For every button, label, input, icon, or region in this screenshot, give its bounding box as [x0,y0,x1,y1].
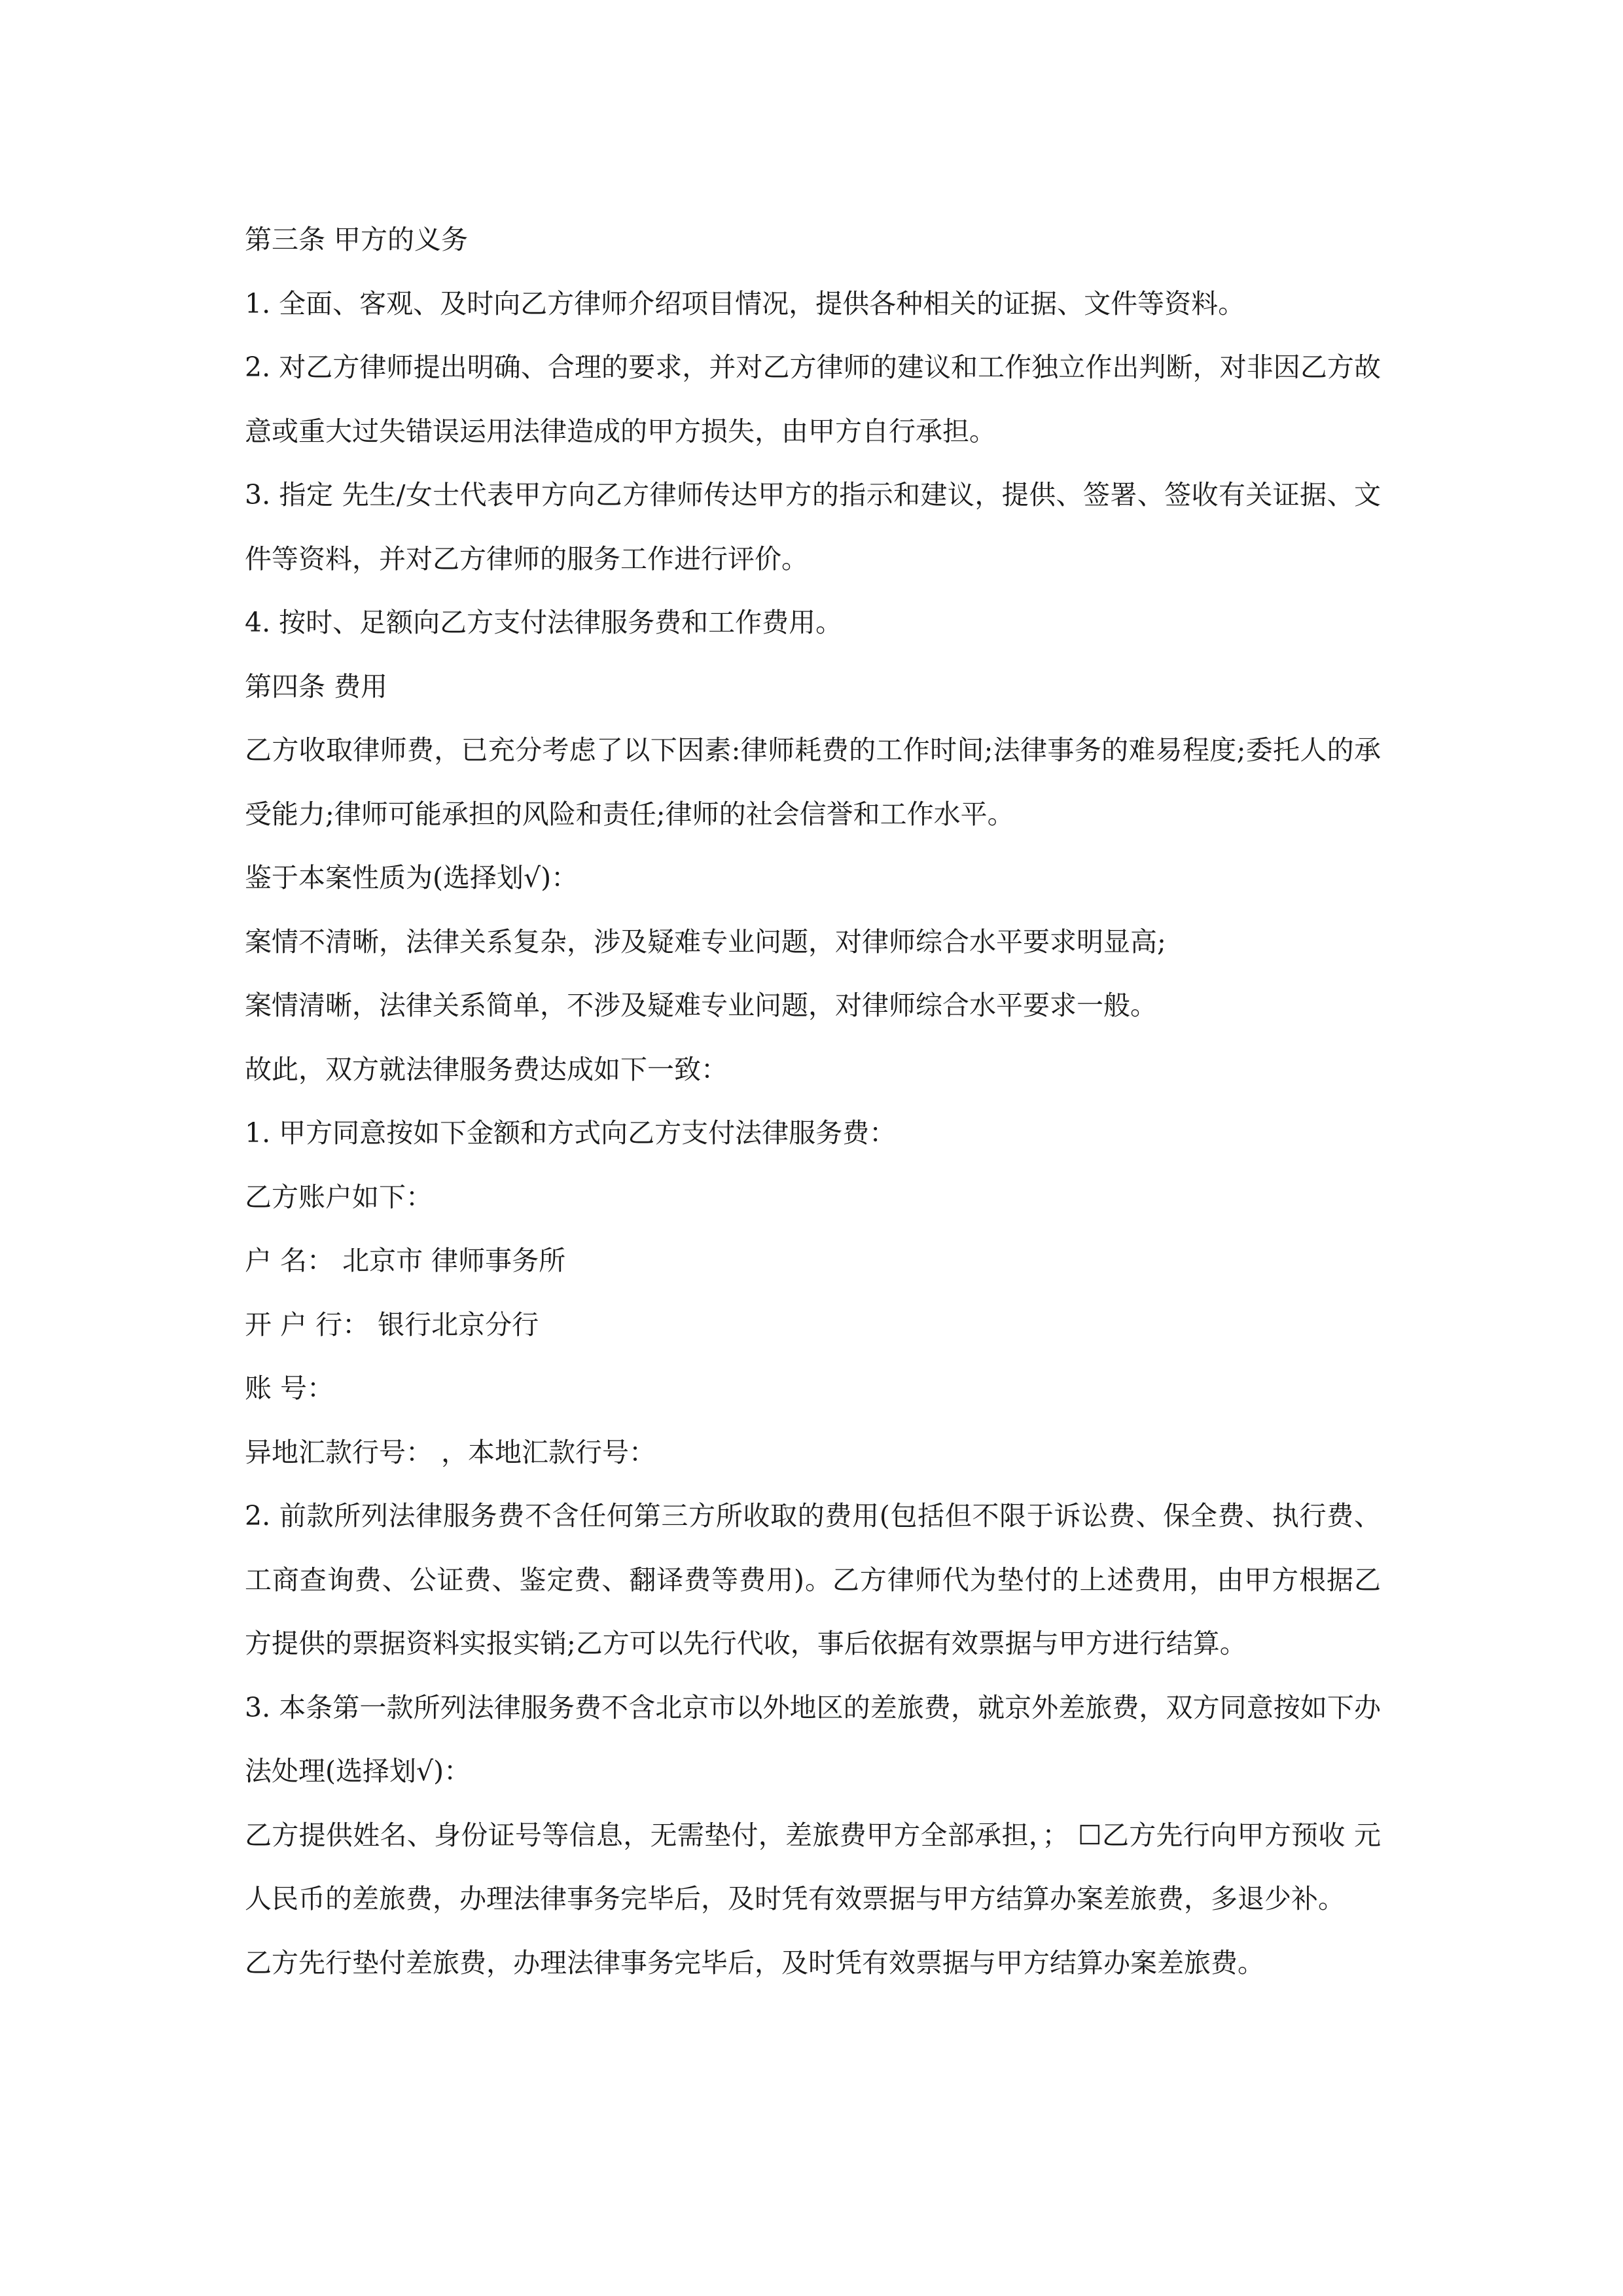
article-3-item-1: 1. 全面、客观、及时向乙方律师介绍项目情况，提供各种相关的证据、文件等资料。 [245,287,1245,319]
account-number: 账 号： [245,1372,334,1404]
article-4-travel-option-1: 乙方提供姓名、身份证号等信息，无需垫付，差旅费甲方全部承担，； ☐乙方先行向甲方预收 元人民币的差旅费，办理法律事务完毕后，及时凭有效票据与甲方结算办案差旅费，多退少补。 [245,1819,1381,1914]
article-4-fee-factors: 乙方收取律师费，已充分考虑了以下因素:律师耗费的工作时间;法律事务的难易程度;委托人的承受能力;律师可能承担的风险和责任;律师的社会信誉和工作水平。 [245,734,1381,830]
article-3-item-4: 4. 按时、足额向乙方支付法律服务费和工作费用。 [245,607,843,638]
article-3-item-2: 2. 对乙方律师提出明确、合理的要求，并对乙方律师的建议和工作独立作出判断，对非因乙方故意或重大过失错误运用法律造成的甲方损失，由甲方自行承担。 [245,351,1381,447]
article-3-heading: 第三条 甲方的义务 [245,224,469,255]
article-4-case-nature: 鉴于本案性质为(选择划√)： [245,862,579,893]
account-bank: 开 户 行： 银行北京分行 [245,1308,539,1340]
article-4-travel-option-2: 乙方先行垫付差旅费，办理法律事务完毕后，及时凭有效票据与甲方结算办案差旅费。 [245,1946,1264,1979]
article-4-option-complex: 案情不清晰，法律关系复杂，涉及疑难专业问题，对律师综合水平要求明显高; [245,925,1166,958]
account-heading: 乙方账户如下： [245,1181,433,1213]
article-4-agreement: 故此，双方就法律服务费达成如下一致： [245,1053,728,1085]
article-4-option-simple: 案情清晰，法律关系简单，不涉及疑难专业问题，对律师综合水平要求一般。 [245,990,1157,1021]
article-4-item-1: 1. 甲方同意按如下金额和方式向乙方支付法律服务费： [245,1117,897,1149]
article-4-item-3: 3. 本条第一款所列法律服务费不含北京市以外地区的差旅费，就京外差旅费，双方同意按如下办法处理(选择划√)： [245,1691,1381,1787]
document-body [245,208,1381,1995]
article-3-item-3: 3. 指定 先生/女士代表甲方向乙方律师传达甲方的指示和建议，提供、签署、签收有关证据、文件等资料，并对乙方律师的服务工作进行评价。 [245,479,1381,575]
account-name: 户 名： 北京市 律师事务所 [245,1245,566,1276]
account-routing-numbers: 异地汇款行号： ，本地汇款行号： [245,1436,656,1468]
article-4-item-2: 2. 前款所列法律服务费不含任何第三方所收取的费用(包括但不限于诉讼费、保全费、执行费、工商查询费、公证费、鉴定费、翻译费等费用)。乙方律师代为垫付的上述费用，由甲方根据乙方提供的票据资料实报实销;乙方可以先行代收，事后依据有效票据与甲方进行结算。 [245,1500,1381,1659]
article-4-heading: 第四条 费用 [245,670,388,702]
